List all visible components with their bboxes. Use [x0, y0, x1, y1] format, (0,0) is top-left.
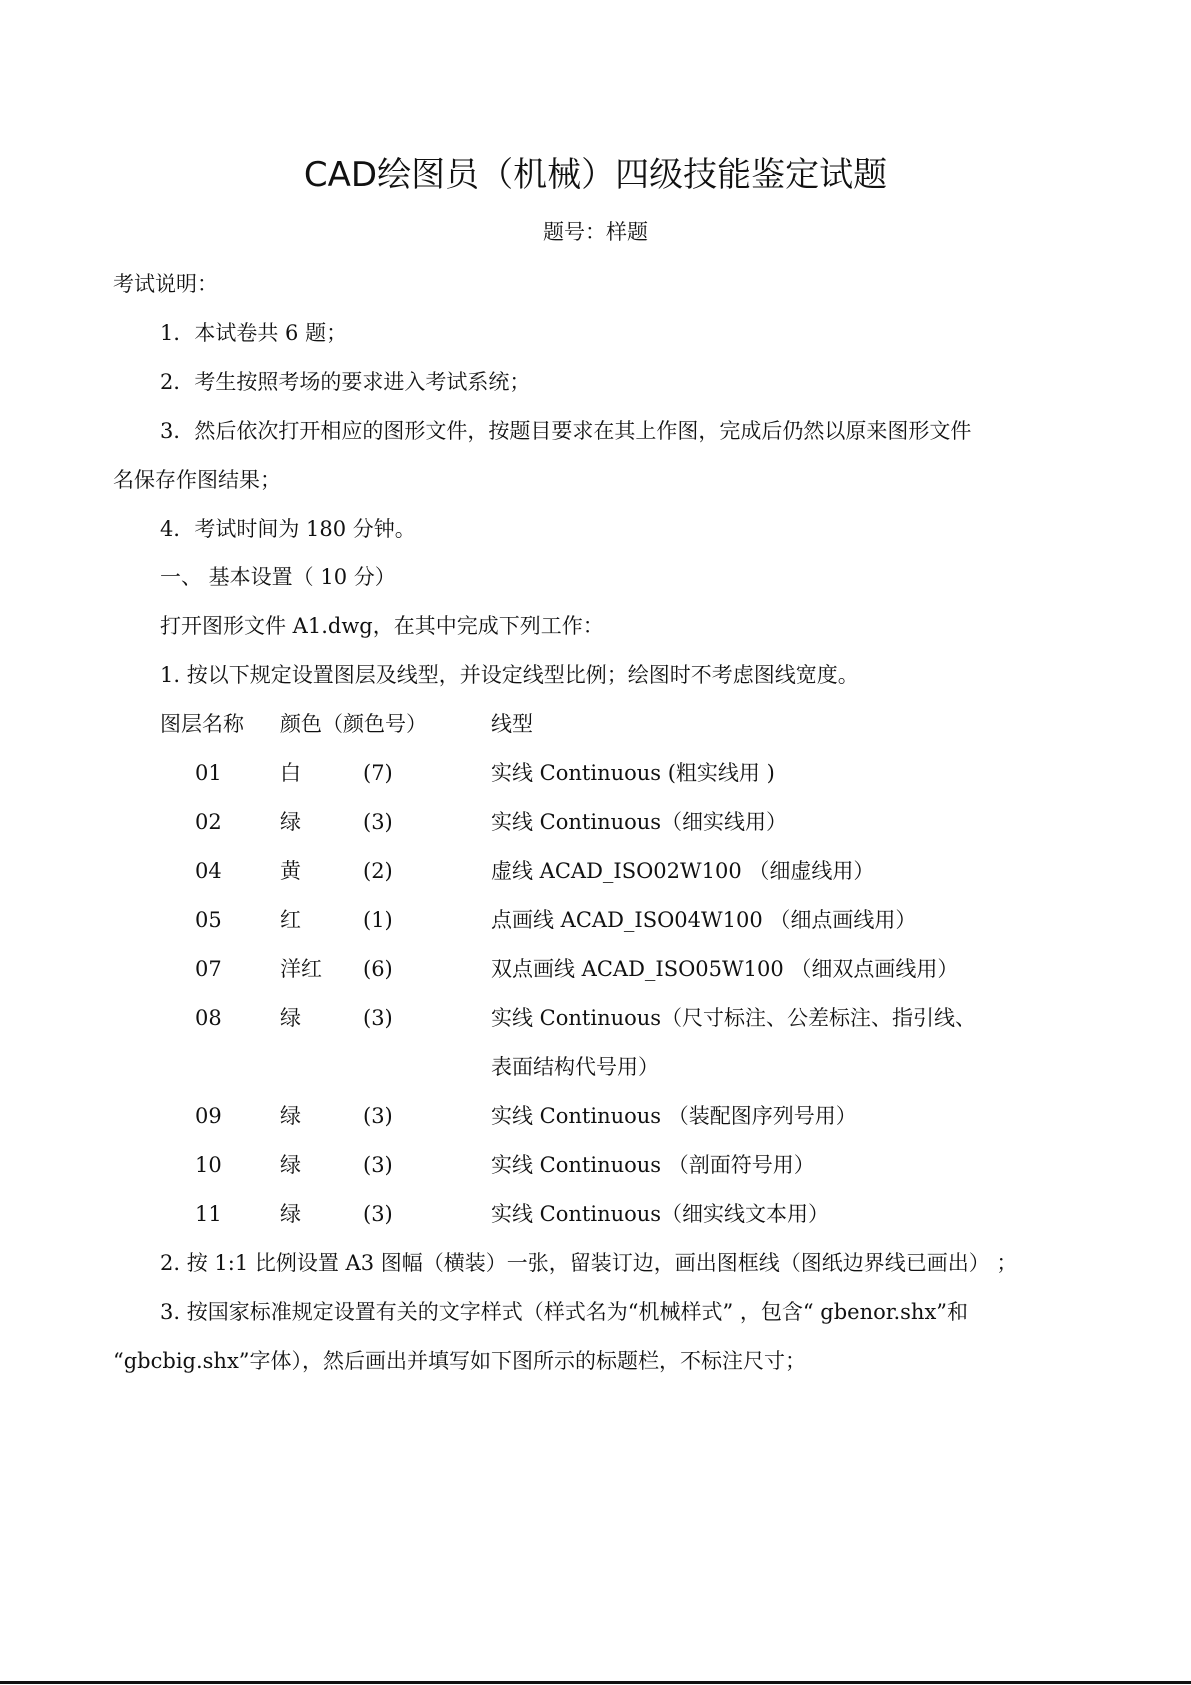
layer-linetype: 实线 Continuous （装配图序列号用） [491, 1104, 857, 1128]
layer-color-number: (3) [363, 1202, 393, 1226]
layer-color: 绿 [280, 1104, 301, 1128]
layer-code: 09 [195, 1104, 222, 1128]
layer-code: 08 [195, 1006, 222, 1030]
layer-linetype: 点画线 ACAD_ISO04W100 （细点画线用） [491, 908, 917, 932]
layer-color-number: (1) [363, 908, 393, 932]
layer-code: 01 [195, 761, 222, 785]
layer-linetype: 实线 Continuous (粗实线用 ) [491, 761, 775, 785]
layer-row [0, 759, 1191, 789]
page-title: CAD绘图员（机械）四级技能鉴定试题 [303, 155, 888, 195]
layer-code: 11 [195, 1202, 222, 1226]
layer-color: 绿 [280, 1202, 301, 1226]
layer-linetype: 实线 Continuous（细实线用） [491, 810, 788, 834]
layer-color-number: (3) [363, 1006, 393, 1030]
layer-color-number: (6) [363, 957, 393, 981]
layer-code: 02 [195, 810, 222, 834]
exam-intro-heading: 考试说明： [113, 272, 218, 296]
layer-color: 黄 [280, 859, 301, 883]
layer-row [0, 1102, 1191, 1132]
layer-row-continuation [0, 1053, 1191, 1083]
task-2: 2. 按 1:1 比例设置 A3 图幅（横装）一张，留装订边，画出图框线（图纸边界线已画出） ； [160, 1251, 1018, 1275]
layer-color-number: (3) [363, 1153, 393, 1177]
layer-row [0, 955, 1191, 985]
layer-table-header [0, 710, 1191, 740]
layer-color: 绿 [280, 810, 301, 834]
layer-row [0, 808, 1191, 838]
instruction-1: 1．本试卷共 6 题； [160, 321, 348, 345]
layer-linetype: 实线 Continuous（细实线文本用） [491, 1202, 830, 1226]
instruction-4: 4．考试时间为 180 分钟。 [160, 517, 416, 541]
task-3: 3. 按国家标准规定设置有关的文字样式（样式名为“机械样式” ，包含“ gbenor.shx”和 [160, 1300, 969, 1324]
layer-row [0, 857, 1191, 887]
layer-color: 绿 [280, 1006, 301, 1030]
instruction-3-continued: 名保存作图结果； [113, 468, 281, 492]
layer-color: 绿 [280, 1153, 301, 1177]
page-subtitle: 题号：样题 [543, 220, 648, 244]
layer-code: 05 [195, 908, 222, 932]
instruction-3: 3．然后依次打开相应的图形文件，按题目要求在其上作图，完成后仍然以原来图形文件 [160, 419, 972, 443]
layer-row [0, 906, 1191, 936]
page-bottom-rule [0, 1681, 1191, 1684]
layer-linetype: 实线 Continuous（尺寸标注、公差标注、指引线、 [491, 1006, 977, 1030]
layer-color-number: (3) [363, 810, 393, 834]
layer-color: 红 [280, 908, 301, 932]
header-linetype: 线型 [491, 712, 533, 736]
layer-color-number: (7) [363, 761, 393, 785]
task-3-continued: “gbcbig.shx”字体），然后画出并填写如下图所示的标题栏，不标注尺寸； [113, 1349, 807, 1373]
layer-color-number: (2) [363, 859, 393, 883]
layer-color: 洋红 [280, 957, 322, 981]
layer-linetype: 实线 Continuous （剖面符号用） [491, 1153, 815, 1177]
header-layer-name: 图层名称 [160, 712, 244, 736]
layer-row [0, 1200, 1191, 1230]
layer-code: 07 [195, 957, 222, 981]
layer-row [0, 1004, 1191, 1034]
layer-linetype: 双点画线 ACAD_ISO05W100 （细双点画线用） [491, 957, 959, 981]
header-color: 颜色（颜色号） [280, 712, 427, 736]
layer-code: 04 [195, 859, 222, 883]
layer-linetype: 表面结构代号用） [491, 1055, 659, 1079]
section-1-heading: 一、 基本设置（ 10 分） [160, 565, 396, 589]
layer-code: 10 [195, 1153, 222, 1177]
open-file-instruction: 打开图形文件 A1.dwg，在其中完成下列工作： [160, 614, 604, 638]
layer-color-number: (3) [363, 1104, 393, 1128]
task-1: 1. 按以下规定设置图层及线型，并设定线型比例；绘图时不考虑图线宽度。 [160, 663, 859, 687]
layer-color: 白 [280, 761, 301, 785]
layer-linetype: 虚线 ACAD_ISO02W100 （细虚线用） [491, 859, 875, 883]
layer-row [0, 1151, 1191, 1181]
instruction-2: 2．考生按照考场的要求进入考试系统； [160, 370, 531, 394]
